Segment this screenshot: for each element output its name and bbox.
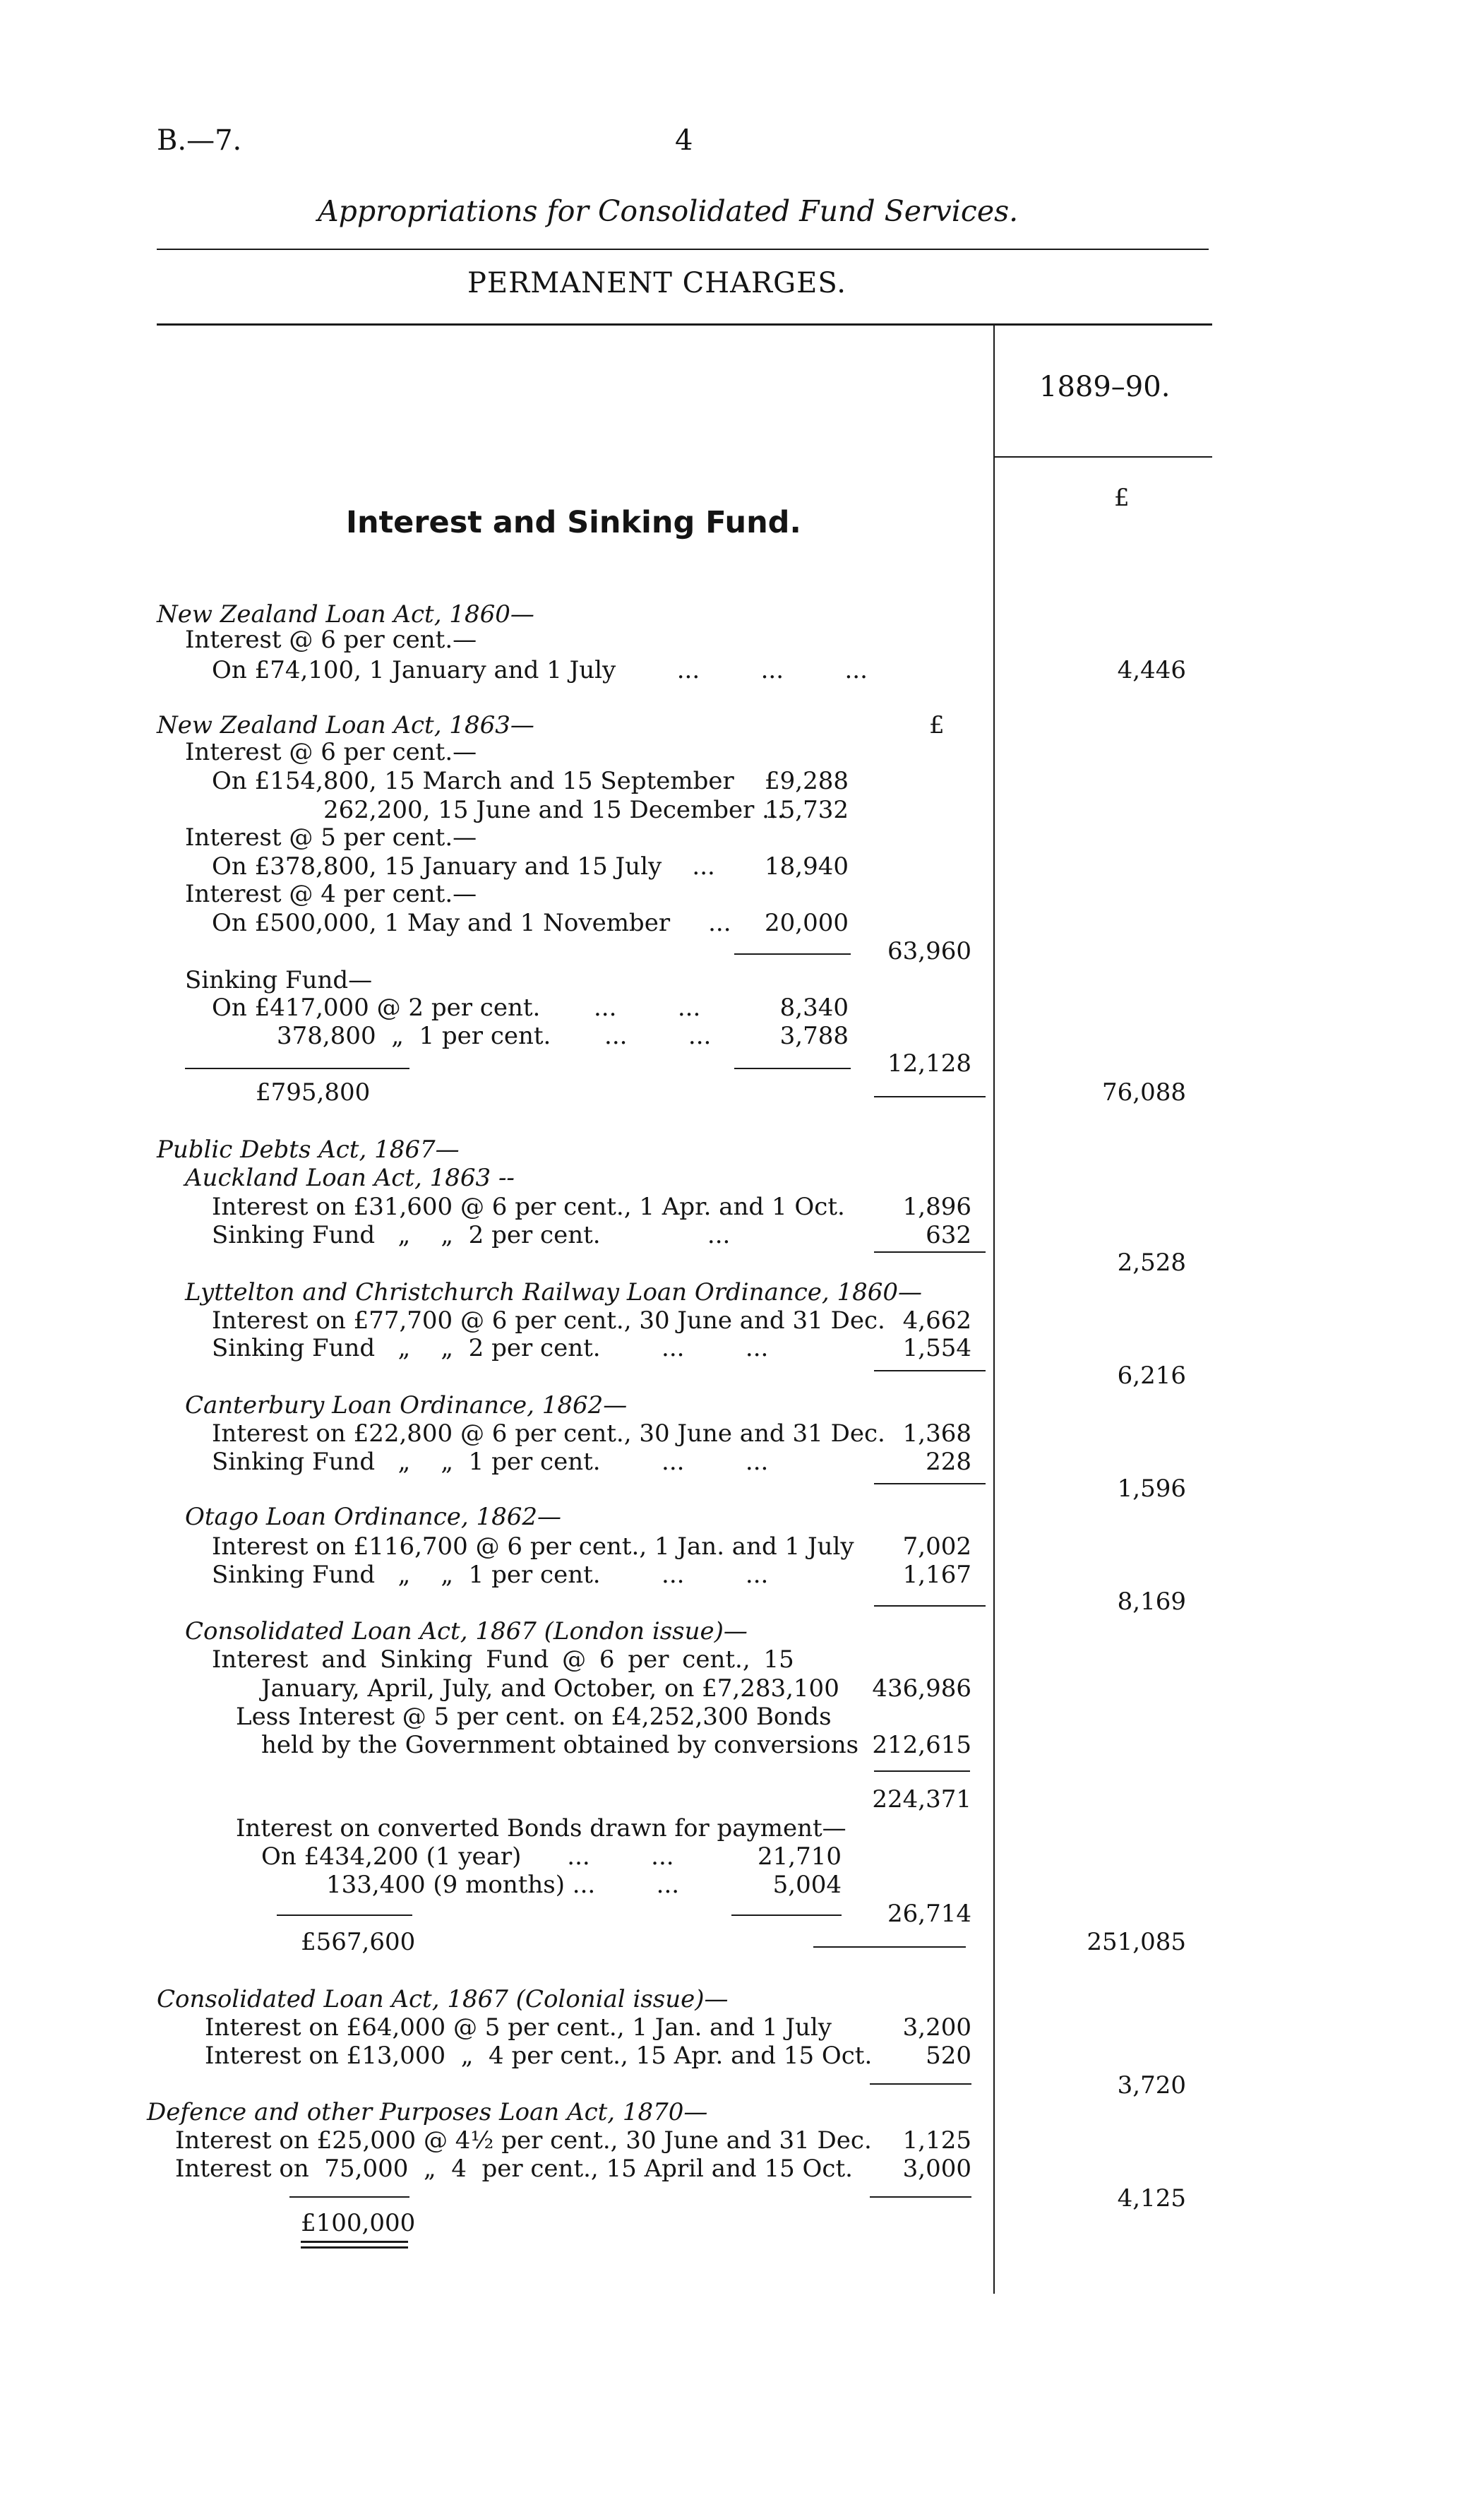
defence-total: 4,125 (1117, 2184, 1186, 2213)
nz1860-on: On £74,100, 1 January and 1 July ... ... ... (212, 656, 868, 684)
page-ref: B.—7. (157, 124, 242, 157)
consolidated-london-line2: January, April, July, and October, on £7,283,100 (261, 1674, 839, 1703)
canterbury-interest: Interest on £22,800 @ 6 per cent., 30 June and 31 Dec. (212, 1419, 885, 1448)
converted-bonds-2: 133,400 (9 months) ... ... (326, 1871, 680, 1899)
nz1863-interest4: Interest @ 4 per cent.— (185, 880, 477, 908)
nz1863-on3-val: 18,940 (765, 852, 849, 881)
public-debts-title: Public Debts Act, 1867— (157, 1136, 460, 1164)
nz1863-interest5: Interest @ 5 per cent.— (185, 823, 477, 852)
nz1863-total: 76,088 (1102, 1078, 1186, 1107)
rule-total (870, 2196, 971, 2198)
auckland-sinking-val: 632 (926, 1221, 971, 1249)
lyttelton-total: 6,216 (1117, 1362, 1186, 1390)
canterbury-sinking: Sinking Fund „ „ 1 per cent. ... ... (212, 1448, 769, 1476)
defence-title: Defence and other Purposes Loan Act, 1870— (147, 2098, 708, 2126)
nz1863-on1: On £154,800, 15 March and 15 September (212, 767, 734, 795)
rule-total (874, 1096, 986, 1097)
rule-subtotal (185, 1068, 409, 1069)
defence-line1: Interest on £25,000 @ 4½ per cent., 30 June and 31 Dec. (175, 2126, 872, 2155)
nz1863-capital: £795,800 (256, 1078, 371, 1107)
nz1863-title: New Zealand Loan Act, 1863— (157, 711, 534, 739)
consolidated-london-total: 251,085 (1087, 1928, 1186, 1956)
column-divider (993, 323, 995, 2294)
nz1863-interest6: Interest @ 6 per cent.— (185, 738, 477, 766)
rule-top (157, 249, 1209, 250)
nz1863-on4: On £500,000, 1 May and 1 November ... (212, 909, 731, 937)
rule-double (301, 2246, 408, 2249)
nz1863-pound: £ (929, 711, 945, 739)
converted-bonds-subtotal: 26,714 (887, 1900, 971, 1928)
consolidated-london-subtotal: 224,371 (872, 1785, 971, 1814)
rule-table-top (157, 323, 1212, 326)
lyttelton-sinking: Sinking Fund „ „ 2 per cent. ... ... (212, 1334, 769, 1362)
canterbury-interest-val: 1,368 (902, 1419, 971, 1448)
converted-bonds-1: On £434,200 (1 year) ... ... (261, 1842, 674, 1871)
rule-subtotal (874, 1483, 986, 1484)
otago-sinking-val: 1,167 (902, 1561, 971, 1589)
nz1863-sf1: On £417,000 @ 2 per cent. ... ... (212, 994, 701, 1022)
rule-total (813, 1946, 966, 1948)
canterbury-sinking-val: 228 (926, 1448, 971, 1476)
consolidated-london-line4-val: 212,615 (872, 1731, 971, 1759)
auckland-sinking: Sinking Fund „ „ 2 per cent. ... (212, 1221, 731, 1249)
converted-bonds-1-val: 21,710 (758, 1842, 842, 1871)
currency-symbol: £ (1114, 484, 1130, 512)
otago-interest: Interest on £116,700 @ 6 per cent., 1 Jan. and 1 July (212, 1532, 854, 1561)
defence-line2-val: 3,000 (902, 2155, 971, 2183)
nz1863-on1-val: £9,288 (765, 767, 849, 795)
section-title: Interest and Sinking Fund. (346, 505, 801, 540)
rule-subtotal (874, 1605, 986, 1607)
rule-year (993, 456, 1212, 458)
auckland-title: Auckland Loan Act, 1863 -- (185, 1164, 515, 1192)
otago-title: Otago Loan Ordinance, 1862— (185, 1503, 562, 1531)
page-subtitle: PERMANENT CHARGES. (467, 267, 847, 299)
page-number: 4 (675, 124, 693, 157)
rule-subtotal (734, 953, 851, 955)
nz1863-sf1-val: 8,340 (779, 994, 849, 1022)
canterbury-title: Canterbury Loan Ordinance, 1862— (185, 1391, 628, 1419)
auckland-total: 2,528 (1117, 1249, 1186, 1277)
consolidated-london-line4: held by the Government obtained by conversions (261, 1731, 859, 1759)
consolidated-london-line1: Interest and Sinking Fund @ 6 per cent., 15 (212, 1645, 794, 1674)
consolidated-colonial-title: Consolidated Loan Act, 1867 (Colonial issue)— (157, 1985, 729, 2013)
otago-total: 8,169 (1117, 1588, 1186, 1616)
nz1863-sinking-fund: Sinking Fund— (185, 966, 373, 994)
rule-subtotal (874, 1770, 970, 1772)
lyttelton-interest: Interest on £77,700 @ 6 per cent., 30 June and 31 Dec. (212, 1306, 885, 1335)
nz1863-on3: On £378,800, 15 January and 15 July ... (212, 852, 715, 881)
lyttelton-title: Lyttelton and Christchurch Railway Loan Ordinance, 1860— (185, 1278, 923, 1306)
nz1863-sf2: 378,800 „ 1 per cent. ... ... (277, 1022, 712, 1050)
consolidated-london-title: Consolidated Loan Act, 1867 (London issue)— (185, 1617, 748, 1645)
consolidated-colonial-line2-val: 520 (926, 2042, 971, 2070)
consolidated-colonial-total: 3,720 (1117, 2071, 1186, 2100)
otago-interest-val: 7,002 (902, 1532, 971, 1561)
converted-bonds-2-val: 5,004 (772, 1871, 842, 1899)
nz1860-title: New Zealand Loan Act, 1860— (157, 600, 534, 629)
defence-line2: Interest on 75,000 „ 4 per cent., 15 April and 15 Oct. (175, 2155, 853, 2183)
rule-double (301, 2241, 408, 2243)
rule-subtotal (734, 1068, 851, 1069)
rule-subtotal (277, 1914, 412, 1916)
rule-subtotal (874, 1251, 986, 1253)
page-title: Appropriations for Consolidated Fund Services. (318, 194, 1019, 228)
converted-bonds: Interest on converted Bonds drawn for payment— (236, 1814, 846, 1842)
defence-capital: £100,000 (301, 2209, 416, 2237)
consolidated-london-capital: £567,600 (301, 1928, 416, 1956)
rule-subtotal (289, 2196, 409, 2198)
otago-sinking: Sinking Fund „ „ 1 per cent. ... ... (212, 1561, 769, 1589)
lyttelton-interest-val: 4,662 (902, 1306, 971, 1335)
nz1860-interest: Interest @ 6 per cent.— (185, 626, 477, 654)
nz1863-on4-val: 20,000 (765, 909, 849, 937)
rule-subtotal (874, 1370, 986, 1371)
auckland-interest-val: 1,896 (902, 1193, 971, 1221)
consolidated-london-line2-val: 436,986 (872, 1674, 971, 1703)
year-heading: 1889–90. (1039, 371, 1171, 403)
rule-total (870, 2083, 971, 2085)
consolidated-colonial-line2: Interest on £13,000 „ 4 per cent., 15 Apr. and 15 Oct. (205, 2042, 873, 2070)
nz1863-on2: 262,200, 15 June and 15 December ... (323, 796, 785, 824)
consolidated-colonial-line1-val: 3,200 (902, 2013, 971, 2042)
auckland-interest: Interest on £31,600 @ 6 per cent., 1 Apr. and 1 Oct. (212, 1193, 845, 1221)
nz1863-subtotal1: 63,960 (887, 937, 971, 965)
defence-line1-val: 1,125 (902, 2126, 971, 2155)
nz1863-sf2-val: 3,788 (779, 1022, 849, 1050)
nz1863-subtotal2: 12,128 (887, 1049, 971, 1078)
consolidated-colonial-line1: Interest on £64,000 @ 5 per cent., 1 Jan. and 1 July (205, 2013, 832, 2042)
rule-subtotal (731, 1914, 842, 1916)
nz1860-total: 4,446 (1117, 656, 1186, 684)
consolidated-london-line3: Less Interest @ 5 per cent. on £4,252,300 Bonds (236, 1703, 832, 1731)
lyttelton-sinking-val: 1,554 (902, 1334, 971, 1362)
nz1863-on2-val: 15,732 (765, 796, 849, 824)
canterbury-total: 1,596 (1117, 1475, 1186, 1503)
